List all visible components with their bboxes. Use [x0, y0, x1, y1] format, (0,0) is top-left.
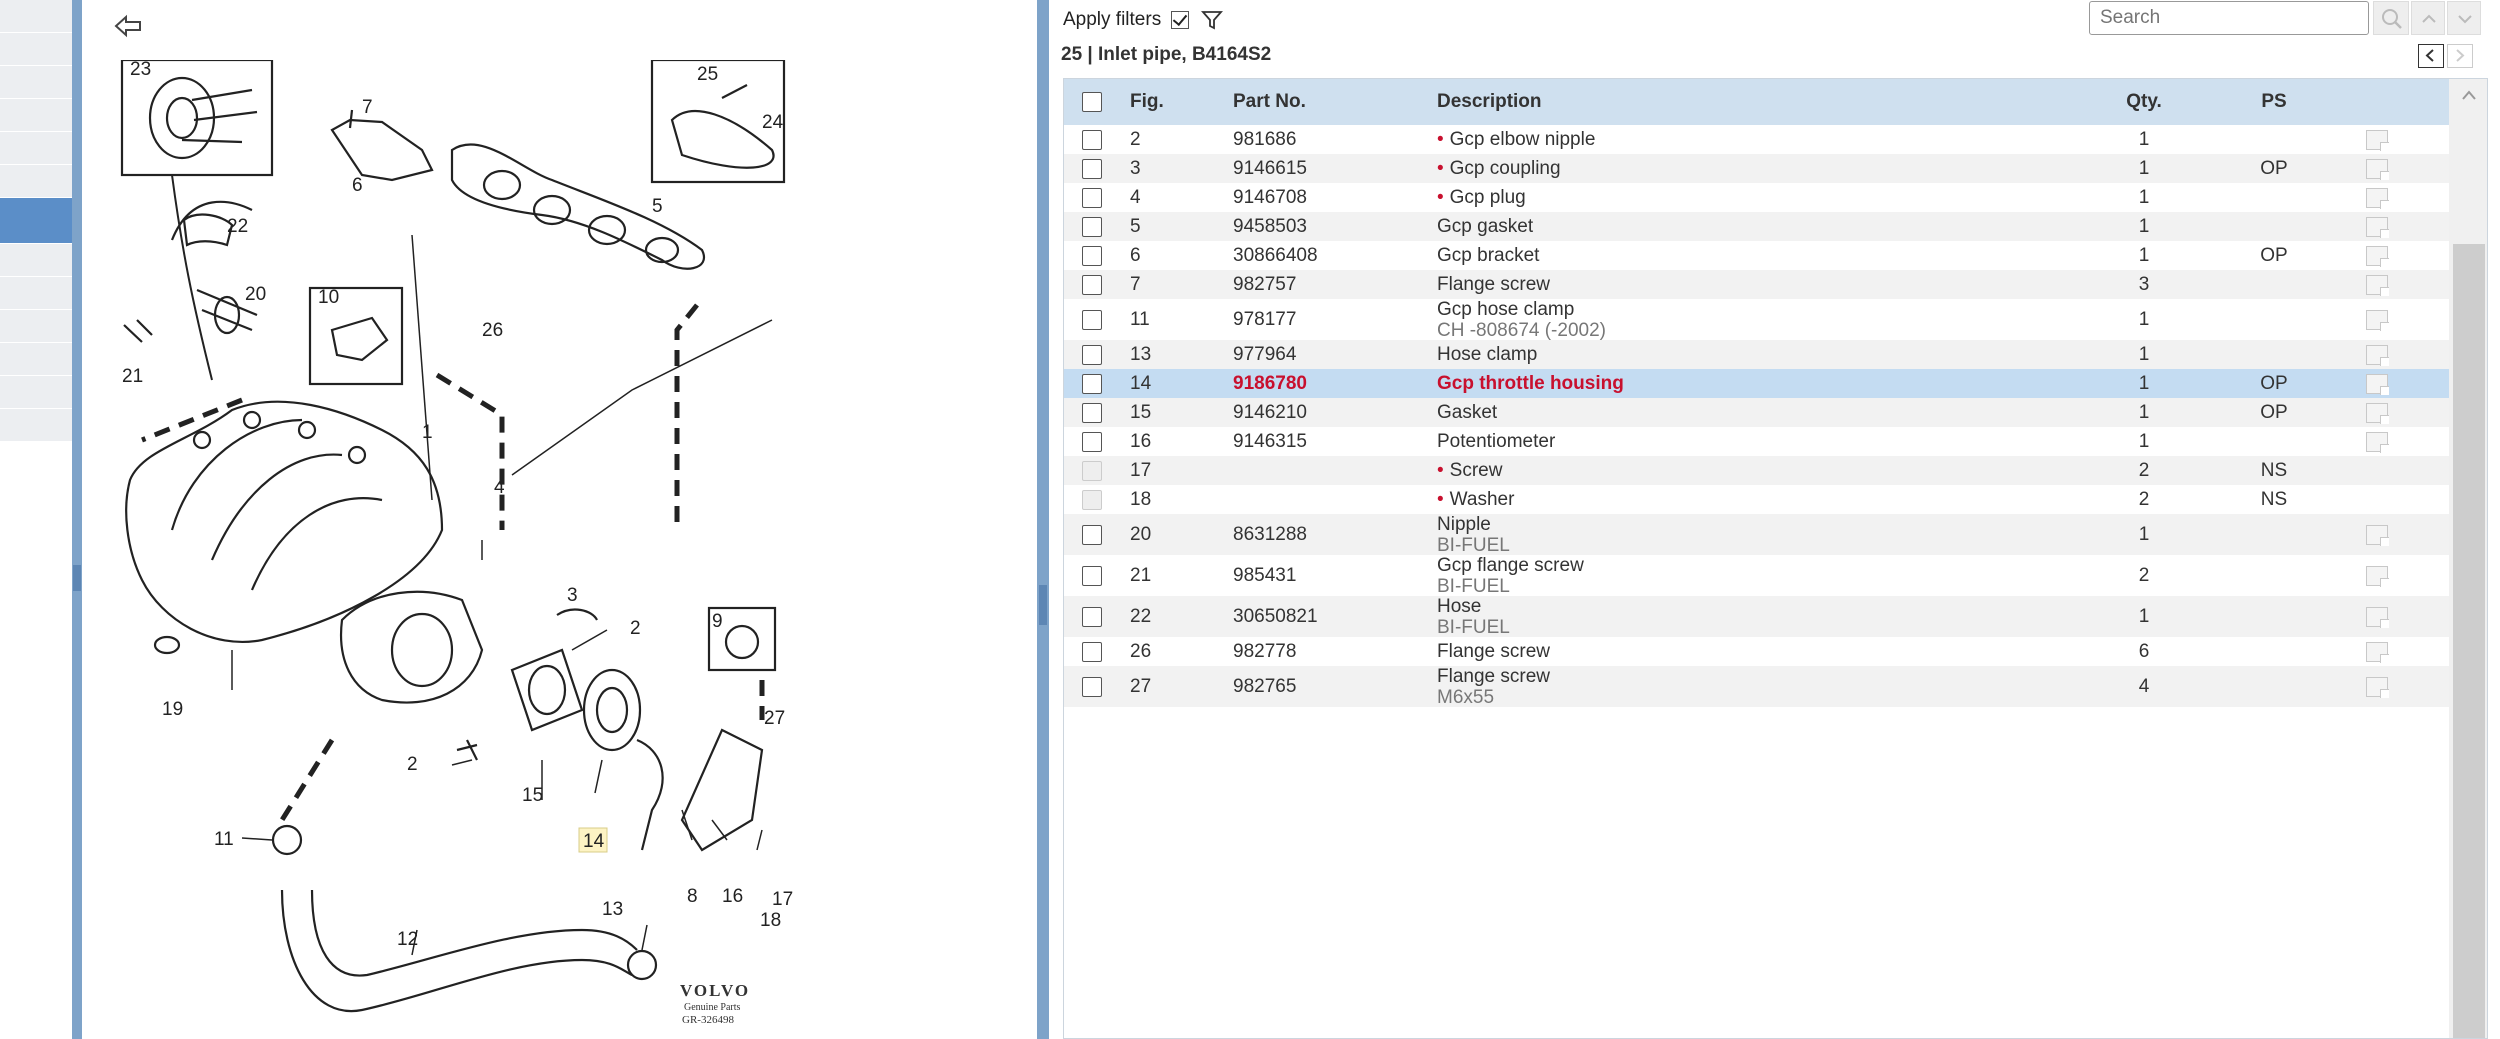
table-row[interactable] [1064, 456, 2449, 485]
note-icon[interactable] [2366, 345, 2388, 365]
callout-label: 15 [522, 785, 544, 806]
splitter-grip[interactable] [73, 565, 81, 591]
cell-description [1437, 555, 1584, 596]
callout-label: 25 [697, 64, 719, 85]
description-text: Potentiometer [1437, 431, 1556, 452]
description-main [1437, 555, 1584, 576]
cell-description [1437, 456, 1502, 485]
row-checkbox[interactable] [1082, 188, 1102, 208]
cell-ps: NS [2260, 488, 2288, 510]
cell-ps: OP [2260, 244, 2288, 266]
cell-fig: 14 [1130, 372, 1152, 394]
cell-fig: 20 [1130, 523, 1152, 545]
column-header-fig[interactable]: Fig. [1130, 91, 1164, 112]
callout-label: 2 [630, 618, 641, 639]
cell-ps [2244, 637, 2304, 666]
apply-filters-label: Apply filters [1063, 9, 1162, 30]
nav-item-active[interactable] [0, 198, 72, 244]
description-main [1437, 216, 1533, 237]
description-subtext: BI-FUEL [1437, 616, 1510, 638]
nav-item[interactable] [0, 66, 72, 99]
cell-fig: 15 [1130, 401, 1152, 423]
callout-label: 4 [494, 477, 505, 498]
cell-part-no: 8631288 [1233, 523, 1307, 545]
cell-fig: 13 [1130, 343, 1152, 365]
bullet-icon: • [1437, 129, 1444, 150]
next-result-button[interactable] [2447, 1, 2481, 35]
bullet-icon: • [1437, 158, 1444, 179]
description-text: Flange screw [1437, 665, 1550, 687]
description-text: Nipple [1437, 513, 1491, 535]
description-text: Hose [1437, 595, 1482, 617]
cell-description [1437, 398, 1497, 427]
row-checkbox[interactable] [1082, 566, 1102, 586]
callout-label-highlighted[interactable]: 14 [583, 831, 605, 852]
cell-qty: 2 [2138, 564, 2150, 586]
row-checkbox [1082, 490, 1102, 510]
callout-label: 23 [130, 60, 152, 80]
callout-label: 27 [764, 708, 786, 729]
note-icon[interactable] [2366, 677, 2388, 697]
funnel-icon[interactable] [1201, 9, 1223, 31]
row-checkbox[interactable] [1082, 607, 1102, 627]
cell-ps [2244, 125, 2304, 154]
cell-description [1437, 154, 1561, 183]
callout-label: 12 [397, 929, 419, 950]
table-scrollbar[interactable] [2449, 79, 2488, 1039]
cell-ps [2244, 514, 2304, 555]
nav-item[interactable] [0, 343, 72, 376]
callout-label: 2 [407, 754, 418, 775]
note-icon[interactable] [2366, 642, 2388, 662]
table-body [1064, 125, 2449, 707]
description-main [1437, 460, 1502, 481]
cell-part-no: 982778 [1233, 640, 1297, 662]
cell-fig: 18 [1130, 488, 1152, 510]
description-text: Gcp throttle housing [1437, 373, 1624, 394]
description-main [1437, 489, 1514, 510]
nav-item[interactable] [0, 244, 72, 277]
description-main [1437, 514, 1491, 535]
parts-panel [1049, 0, 2500, 1039]
cell-part-no: 985431 [1233, 564, 1297, 586]
cell-qty: 1 [2138, 157, 2150, 179]
description-text: Screw [1449, 460, 1503, 481]
brand-subtitle: Genuine Parts [684, 1002, 741, 1013]
note-icon[interactable] [2366, 525, 2388, 545]
description-subtext: M6x55 [1437, 686, 1495, 708]
cell-part-no: 30866408 [1233, 244, 1318, 266]
description-main [1437, 129, 1595, 150]
cell-fig: 5 [1130, 215, 1141, 237]
cell-description [1437, 666, 1550, 707]
table-row[interactable] [1064, 340, 2449, 369]
cell-qty: 6 [2138, 640, 2150, 662]
cell-part-no: 9146315 [1233, 430, 1307, 452]
cell-qty: 1 [2138, 401, 2150, 423]
note-icon[interactable] [2366, 566, 2388, 586]
cell-part-no: 982757 [1233, 273, 1297, 295]
cell-ps [2244, 270, 2304, 299]
cell-ps [2244, 212, 2304, 241]
table-row[interactable] [1064, 596, 2449, 637]
select-all-checkbox[interactable] [1082, 92, 1102, 112]
cell-qty: 1 [2138, 523, 2150, 545]
callout-label: 1 [422, 422, 433, 443]
row-checkbox[interactable] [1082, 246, 1102, 266]
cell-part-no: 30650821 [1233, 605, 1318, 627]
cell-description [1437, 485, 1514, 514]
cell-ps: OP [2260, 157, 2288, 179]
nav-item[interactable] [0, 277, 72, 310]
column-header-ps[interactable]: PS [2261, 91, 2287, 112]
callout-label: 11 [214, 829, 234, 850]
nav-item[interactable] [0, 165, 72, 198]
nav-item[interactable] [0, 0, 72, 33]
table-row[interactable] [1064, 398, 2449, 427]
cell-qty: 1 [2138, 308, 2150, 330]
cell-ps [2244, 427, 2304, 456]
callout-label: 26 [482, 320, 504, 341]
description-subtext: CH -808674 (-2002) [1437, 319, 1606, 341]
column-header-description[interactable]: Description [1437, 91, 1542, 112]
description-subtext: BI-FUEL [1437, 534, 1510, 556]
callout-label: 8 [687, 886, 698, 907]
cell-ps [2244, 666, 2304, 707]
table-row[interactable] [1064, 485, 2449, 514]
column-header-part-no[interactable]: Part No. [1233, 91, 1306, 112]
cell-qty: 1 [2138, 605, 2150, 627]
row-checkbox[interactable] [1082, 432, 1102, 452]
cell-qty: 1 [2138, 215, 2150, 237]
note-icon[interactable] [2366, 607, 2388, 627]
cell-part-no: 9186780 [1233, 372, 1307, 394]
table-row[interactable] [1064, 637, 2449, 666]
note-icon[interactable] [2366, 310, 2388, 330]
cell-description [1437, 340, 1537, 369]
cell-description [1437, 183, 1526, 212]
cell-description [1437, 212, 1533, 241]
callout-label: 22 [227, 216, 249, 237]
table-row[interactable] [1064, 514, 2449, 555]
row-checkbox[interactable] [1082, 159, 1102, 179]
callout-label: 16 [722, 886, 744, 907]
description-main [1437, 402, 1497, 423]
table-row[interactable] [1064, 427, 2449, 456]
description-text: Gcp coupling [1449, 158, 1561, 179]
cell-qty: 2 [2138, 459, 2150, 481]
apply-filters-checkbox[interactable] [1171, 11, 1189, 29]
description-main [1437, 158, 1561, 179]
cell-description [1437, 637, 1550, 666]
cell-ps [2244, 596, 2304, 637]
description-main [1437, 641, 1550, 662]
description-text: Gcp hose clamp [1437, 298, 1575, 320]
chevron-left-icon [2419, 45, 2442, 66]
bullet-icon: • [1437, 187, 1444, 208]
cell-part-no: 9146708 [1233, 186, 1307, 208]
table-row[interactable] [1064, 212, 2449, 241]
cell-fig: 4 [1130, 186, 1141, 208]
row-checkbox[interactable] [1082, 217, 1102, 237]
callout-label: 20 [245, 284, 267, 305]
cell-qty: 1 [2138, 128, 2150, 150]
nav-item[interactable] [0, 99, 72, 132]
table-row-selected[interactable] [1064, 369, 2449, 398]
note-icon[interactable] [2366, 188, 2388, 208]
cell-part-no: 9146210 [1233, 401, 1307, 423]
chevron-right-icon [2448, 45, 2471, 66]
cell-description [1437, 514, 1510, 555]
cell-fig: 11 [1130, 308, 1150, 330]
parts-table [1063, 78, 2488, 1039]
table-header [1064, 79, 2449, 125]
scroll-up-icon[interactable] [2459, 87, 2479, 103]
cell-description [1437, 125, 1595, 154]
bullet-icon: • [1437, 489, 1444, 510]
cell-ps: OP [2260, 401, 2288, 423]
diagram-reference: GR-326498 [682, 1014, 734, 1026]
cell-part-no: 9146615 [1233, 157, 1307, 179]
cell-part-no: 982765 [1233, 675, 1297, 697]
note-icon[interactable] [2366, 374, 2388, 394]
chevron-down-icon [2448, 2, 2482, 36]
description-main [1437, 187, 1526, 208]
cell-ps: NS [2260, 459, 2288, 481]
description-main [1437, 666, 1550, 687]
search-input[interactable] [2089, 1, 2369, 35]
callout-label: 7 [362, 97, 373, 118]
callout-label: 9 [712, 611, 723, 632]
table-row[interactable] [1064, 183, 2449, 212]
cell-fig: 26 [1130, 640, 1152, 662]
cell-description [1437, 596, 1510, 637]
callout-label: 17 [772, 889, 794, 910]
scrollbar-thumb[interactable] [2453, 244, 2485, 1039]
diagram-panel [82, 0, 1037, 1039]
table-row[interactable] [1064, 270, 2449, 299]
cell-qty: 2 [2138, 488, 2150, 510]
cell-ps [2244, 183, 2304, 212]
cell-part-no: 978177 [1233, 308, 1297, 330]
search-button[interactable] [2373, 1, 2409, 35]
row-checkbox[interactable] [1082, 525, 1102, 545]
left-nav-strip [0, 0, 72, 1039]
cell-fig: 16 [1130, 430, 1152, 452]
note-icon[interactable] [2366, 159, 2388, 179]
previous-group-button[interactable] [2418, 44, 2444, 68]
description-text: Gcp gasket [1437, 216, 1534, 237]
cell-description [1437, 270, 1550, 299]
row-checkbox[interactable] [1082, 403, 1102, 423]
cell-ps: OP [2260, 372, 2288, 394]
note-icon[interactable] [2366, 130, 2388, 150]
column-header-qty[interactable]: Qty. [2126, 91, 2162, 112]
row-checkbox[interactable] [1082, 642, 1102, 662]
note-icon[interactable] [2366, 432, 2388, 452]
description-text: Flange screw [1437, 641, 1550, 662]
brand-logo: VOLVO [680, 981, 751, 1000]
callout-label: 5 [652, 196, 663, 217]
left-splitter[interactable] [72, 0, 82, 1039]
callout-label: 13 [602, 899, 624, 920]
description-text: Gcp flange screw [1437, 554, 1584, 576]
table-row[interactable] [1064, 666, 2449, 707]
description-subtext: BI-FUEL [1437, 575, 1510, 597]
cell-ps [2244, 299, 2304, 340]
cell-qty: 1 [2138, 343, 2150, 365]
description-main [1437, 344, 1537, 365]
note-icon[interactable] [2366, 275, 2388, 295]
description-main [1437, 596, 1481, 617]
cell-fig: 3 [1130, 157, 1141, 179]
nav-item[interactable] [0, 409, 72, 442]
description-text: Washer [1449, 489, 1515, 510]
chevron-up-icon [2412, 2, 2446, 36]
cell-qty: 1 [2138, 186, 2150, 208]
cell-qty: 1 [2138, 372, 2150, 394]
description-text: Gcp elbow nipple [1449, 129, 1596, 150]
cell-description [1437, 369, 1624, 398]
cell-qty: 1 [2138, 430, 2150, 452]
description-text: Gcp bracket [1437, 245, 1540, 266]
splitter-grip[interactable] [1039, 585, 1047, 625]
cell-ps [2244, 555, 2304, 596]
row-checkbox[interactable] [1082, 345, 1102, 365]
cell-part-no: 977964 [1233, 343, 1297, 365]
cell-qty: 1 [2138, 244, 2150, 266]
right-splitter[interactable] [1037, 0, 1049, 1039]
callout-label: 10 [318, 287, 340, 308]
nav-item[interactable] [0, 33, 72, 66]
cell-description [1437, 241, 1539, 270]
filter-bar [1063, 6, 1223, 34]
note-icon[interactable] [2366, 217, 2388, 237]
cell-ps [2244, 340, 2304, 369]
nav-item[interactable] [0, 310, 72, 343]
row-checkbox[interactable] [1082, 677, 1102, 697]
table-row[interactable] [1064, 555, 2449, 596]
description-text: Gasket [1437, 402, 1498, 423]
search-icon [2374, 2, 2410, 36]
cell-qty: 3 [2138, 273, 2150, 295]
description-main [1437, 431, 1555, 452]
row-checkbox[interactable] [1082, 310, 1102, 330]
cell-part-no: 981686 [1233, 128, 1297, 150]
cell-qty: 4 [2138, 675, 2150, 697]
cell-fig: 6 [1130, 244, 1141, 266]
table-row[interactable] [1064, 154, 2449, 183]
next-group-button[interactable] [2447, 44, 2473, 68]
cell-description [1437, 299, 1606, 340]
callout-label: 24 [762, 112, 784, 133]
row-checkbox[interactable] [1082, 374, 1102, 394]
table-row[interactable] [1064, 299, 2449, 340]
description-text: Flange screw [1437, 274, 1550, 295]
row-checkbox [1082, 461, 1102, 481]
cell-fig: 21 [1130, 564, 1152, 586]
row-checkbox[interactable] [1082, 275, 1102, 295]
description-text: Gcp plug [1449, 187, 1526, 208]
group-title: 25 | Inlet pipe, B4164S2 [1061, 44, 1272, 65]
callout-label: 18 [760, 910, 782, 931]
table-row[interactable] [1064, 125, 2449, 154]
note-icon[interactable] [2366, 246, 2388, 266]
description-main [1437, 299, 1574, 320]
callout-label: 19 [162, 699, 184, 720]
back-arrow-icon[interactable] [112, 12, 146, 40]
cell-fig: 2 [1130, 128, 1141, 150]
callout-label: 21 [122, 366, 144, 387]
callout-label: 3 [567, 585, 578, 606]
description-text: Hose clamp [1437, 344, 1538, 365]
note-icon[interactable] [2366, 403, 2388, 423]
previous-result-button[interactable] [2411, 1, 2445, 35]
description-main [1437, 373, 1624, 394]
cell-fig: 7 [1130, 273, 1141, 295]
bullet-icon: • [1437, 460, 1444, 481]
row-checkbox[interactable] [1082, 130, 1102, 150]
cell-fig: 27 [1130, 675, 1152, 697]
cell-part-no: 9458503 [1233, 215, 1307, 237]
table-row[interactable] [1064, 241, 2449, 270]
callout-label: 6 [352, 175, 363, 196]
cell-description [1437, 427, 1555, 456]
cell-fig: 22 [1130, 605, 1152, 627]
description-main [1437, 274, 1550, 295]
exploded-parts-diagram [82, 60, 802, 1039]
cell-fig: 17 [1130, 459, 1152, 481]
description-main [1437, 245, 1539, 266]
nav-item[interactable] [0, 376, 72, 409]
nav-item[interactable] [0, 132, 72, 165]
